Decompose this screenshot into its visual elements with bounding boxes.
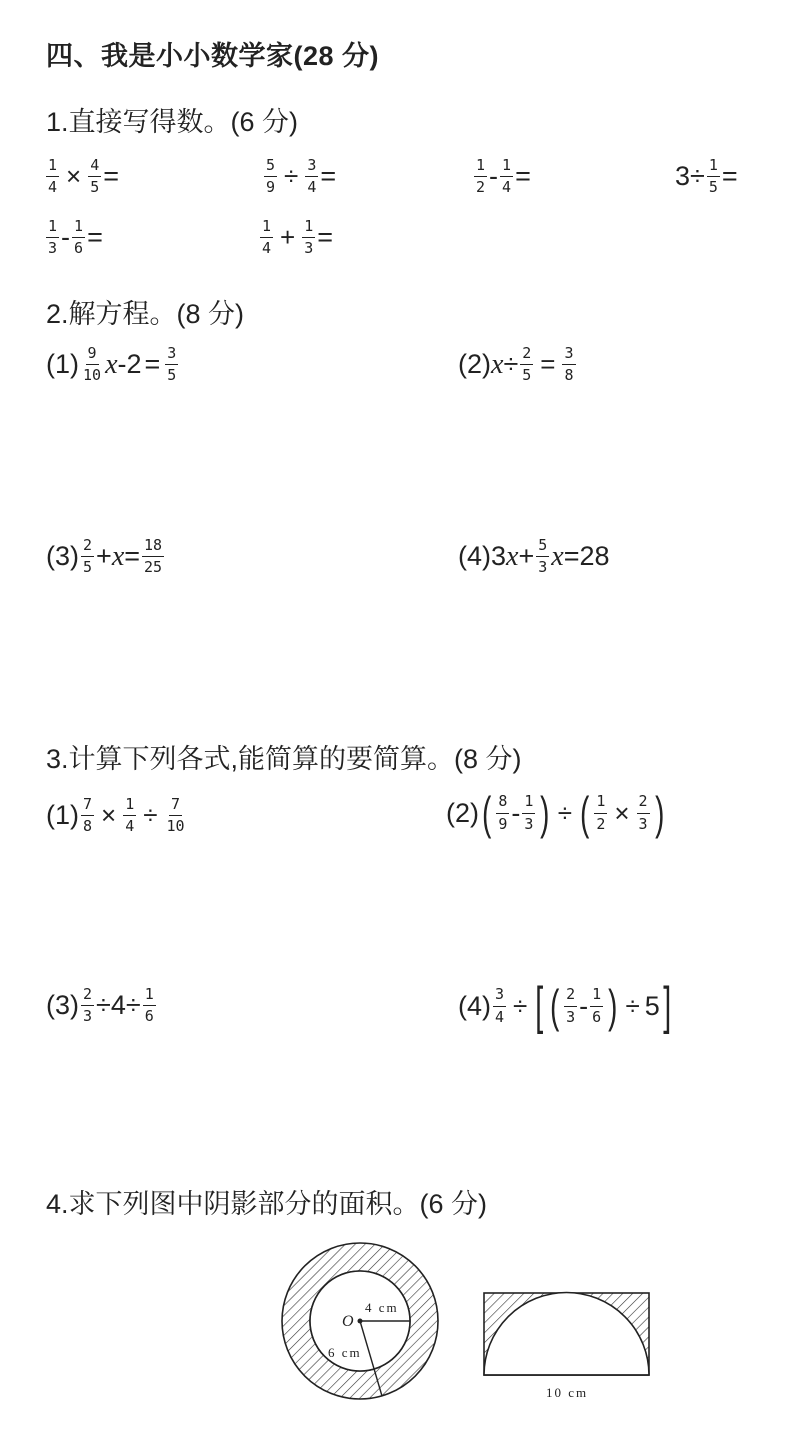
fraction: $\frac{18}{25}$ <box>144 536 163 577</box>
fraction: $\frac{3}{5}$ <box>167 344 177 385</box>
q3-expression-4: (4) $\frac{3}{4}$ ÷ [ ( $\frac{2}{3}$ - $\frac{1}{6}$ ) ÷ 5 ] <box>458 977 671 1035</box>
fraction: $\frac{1}{5}$ <box>708 156 718 197</box>
fraction: $\frac{1}{6}$ <box>592 985 602 1026</box>
q3-heading: 3.计算下列各式,能简算的要简算。(8 分) <box>46 744 522 774</box>
q2-equation-4: (4) 3 x + $\frac{5}{3}$ x = 28 <box>458 536 610 577</box>
fraction: $\frac{1}{3}$ <box>48 217 58 258</box>
q2-equation-2: (2) x ÷ $\frac{2}{5}$ = $\frac{3}{8}$ <box>458 344 574 385</box>
fraction: $\frac{1}{3}$ <box>524 792 534 833</box>
fraction: $\frac{1}{3}$ <box>304 217 314 258</box>
fraction: $\frac{1}{6}$ <box>144 985 154 1026</box>
fraction: $\frac{7}{10}$ <box>166 795 185 836</box>
fraction: $\frac{3}{4}$ <box>495 985 505 1026</box>
fraction: $\frac{7}{8}$ <box>83 795 93 836</box>
fraction: $\frac{3}{8}$ <box>564 344 574 385</box>
q1-heading: 1.直接写得数。(6 分) <box>46 107 299 137</box>
fraction: $\frac{1}{4}$ <box>125 795 135 836</box>
width-label: 10 cm <box>546 1385 589 1400</box>
q2-heading: 2.解方程。(8 分) <box>46 299 245 329</box>
center-point <box>358 1319 363 1324</box>
q1-item-2: $\frac{5}{9}$ ÷ $\frac{3}{4}$ = <box>266 156 337 197</box>
fraction: $\frac{4}{5}$ <box>90 156 100 197</box>
q2-equation-3: (3) $\frac{2}{5}$ + x = $\frac{18}{25}$ <box>46 536 163 577</box>
center-label: O <box>342 1313 354 1330</box>
outer-radius-label: 6 cm <box>328 1345 362 1360</box>
fraction: $\frac{1}{4}$ <box>48 156 58 197</box>
shaded-figures <box>270 1230 670 1415</box>
annulus-figure <box>282 1243 438 1399</box>
q1-item-1: $\frac{1}{4}$ × $\frac{4}{5}$ = <box>48 156 120 197</box>
fraction: $\frac{1}{4}$ <box>262 217 272 258</box>
inner-radius-label: 4 cm <box>365 1300 399 1315</box>
fraction: $\frac{5}{3}$ <box>538 536 548 577</box>
q1-item-4: 3 ÷ $\frac{1}{5}$ = <box>675 156 738 197</box>
fraction: $\frac{1}{2}$ <box>476 156 486 197</box>
section-title: 四、我是小小数学家(28 分) <box>46 41 380 71</box>
q4-heading: 4.求下列图中阴影部分的面积。(6 分) <box>46 1189 488 1219</box>
fraction: $\frac{2}{3}$ <box>83 985 93 1026</box>
fraction: $\frac{2}{3}$ <box>566 985 576 1026</box>
fraction: $\frac{2}{5}$ <box>83 536 93 577</box>
q2-equation-1: (1) $\frac{9}{10}$ x -2 = $\frac{3}{5}$ <box>46 344 177 385</box>
fraction: $\frac{2}{3}$ <box>638 792 648 833</box>
fraction: $\frac{1}{6}$ <box>74 217 84 258</box>
figures-svg <box>270 1230 670 1410</box>
fraction: $\frac{8}{9}$ <box>498 792 508 833</box>
fraction: $\frac{9}{10}$ <box>83 344 102 385</box>
q1-item-5: $\frac{1}{3}$ - $\frac{1}{6}$ = <box>48 217 103 258</box>
q1-item-6: $\frac{1}{4}$ + $\frac{1}{3}$ = <box>262 217 334 258</box>
fraction: $\frac{3}{4}$ <box>307 156 317 197</box>
q3-expression-1: (1) $\frac{7}{8}$ × $\frac{1}{4}$ ÷ $\frac{7}{10}$ <box>46 795 185 836</box>
fraction: $\frac{1}{2}$ <box>596 792 606 833</box>
rect-semicircle-figure <box>484 1293 649 1401</box>
fraction: $\frac{5}{9}$ <box>266 156 276 197</box>
fraction: $\frac{1}{4}$ <box>502 156 512 197</box>
q3-expression-2: (2) ( $\frac{8}{9}$ - $\frac{1}{3}$ ) ÷ ( $\frac{1}{2}$ × $\frac{2}{3}$ ) <box>446 787 664 839</box>
q1-item-3: $\frac{1}{2}$ - $\frac{1}{4}$ = <box>476 156 531 197</box>
fraction: $\frac{2}{5}$ <box>522 344 532 385</box>
q3-expression-3: (3) $\frac{2}{3}$ ÷ 4 ÷ $\frac{1}{6}$ <box>46 985 154 1026</box>
